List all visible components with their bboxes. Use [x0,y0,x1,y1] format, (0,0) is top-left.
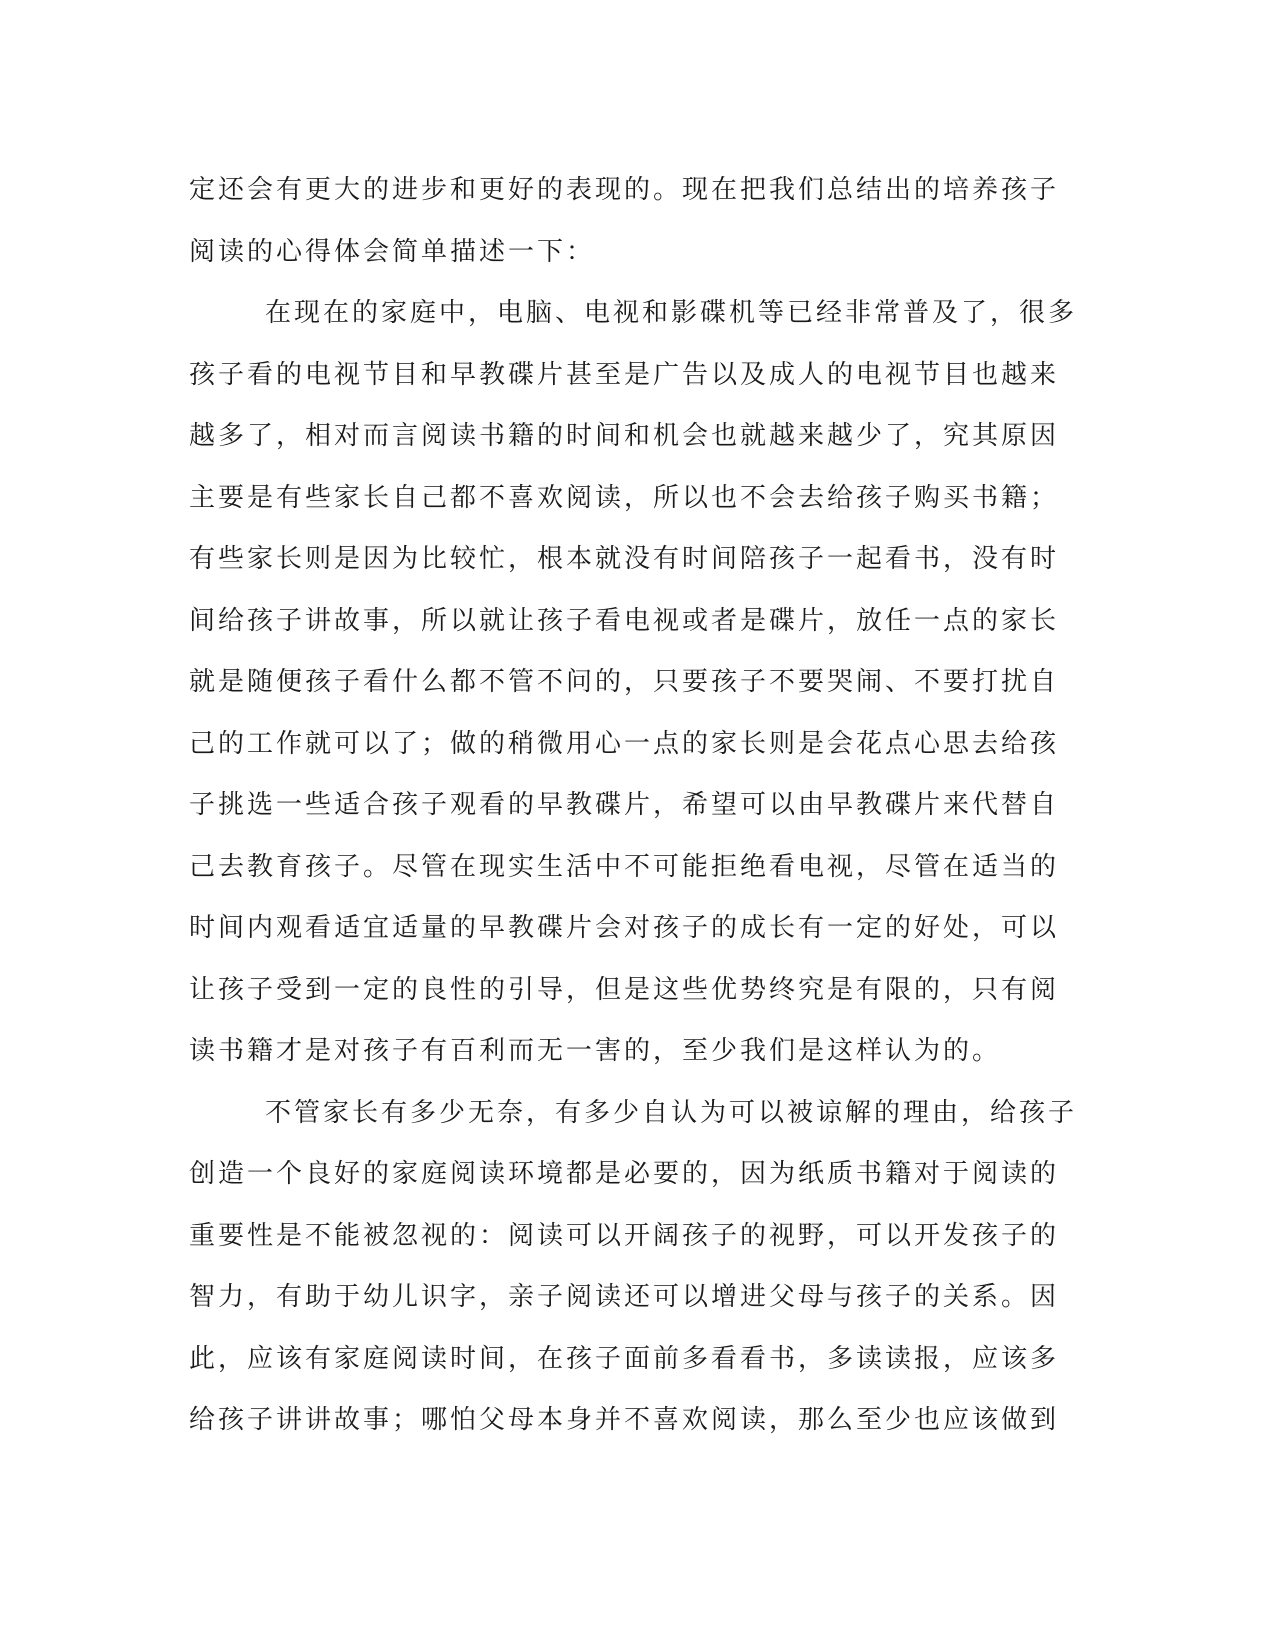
body-text [189,160,1078,1452]
text-line: 就是随便孩子看什么都不管不问的，只要孩子不要哭闹、不要打扰自 [189,667,1060,697]
text-line: 给孩子讲讲故事；哪怕父母本身并不喜欢阅读，那么至少也应该做到 [189,1405,1060,1435]
text-line: 有些家长则是因为比较忙，根本就没有时间陪孩子一起看书，没有时 [189,544,1060,574]
text-line: 让孩子受到一定的良性的引导，但是这些优势终究是有限的，只有阅 [189,974,1060,1005]
paragraph-first-line: 在现在的家庭中，电脑、电视和影碟机等已经非常普及了，很多 [265,298,1078,328]
text-line: 重要性是不能被忽视的：阅读可以开阔孩子的视野，可以开发孩子的 [189,1220,1060,1251]
text-line: 时间内观看适宜适量的早教碟片会对孩子的成长有一定的好处，可以 [189,913,1060,943]
text-line: 此，应该有家庭阅读时间，在孩子面前多看看书，多读读报，应该多 [189,1343,1060,1374]
text-line: 越多了，相对而言阅读书籍的时间和机会也就越来越少了，究其原因 [189,421,1060,451]
text-line: 间给孩子讲故事，所以就让孩子看电视或者是碟片，放任一点的家长 [189,605,1060,636]
text-line: 读书籍才是对孩子有百利而无一害的，至少我们是这样认为的。 [189,1036,1002,1066]
text-line: 孩子看的电视节目和早教碟片甚至是广告以及成人的电视节目也越来 [189,359,1060,390]
paragraph-first-line: 不管家长有多少无奈，有多少自认为可以被谅解的理由，给孩子 [265,1097,1078,1128]
text-line: 智力，有助于幼儿识字，亲子阅读还可以增进父母与孩子的关系。因 [189,1282,1060,1312]
text-line: 己去教育孩子。尽管在现实生活中不可能拒绝看电视，尽管在适当的 [189,851,1060,882]
text-line: 己的工作就可以了；做的稍微用心一点的家长则是会花点心思去给孩 [189,728,1060,759]
text-line: 阅读的心得体会简单描述一下： [189,236,596,267]
text-line: 子挑选一些适合孩子观看的早教碟片，希望可以由早教碟片来代替自 [189,790,1060,820]
text-line: 创造一个良好的家庭阅读环境都是必要的，因为纸质书籍对于阅读的 [189,1159,1060,1189]
text-line: 主要是有些家长自己都不喜欢阅读，所以也不会去给孩子购买书籍； [189,482,1060,513]
text-line: 定还会有更大的进步和更好的表现的。现在把我们总结出的培养孩子 [189,175,1060,205]
